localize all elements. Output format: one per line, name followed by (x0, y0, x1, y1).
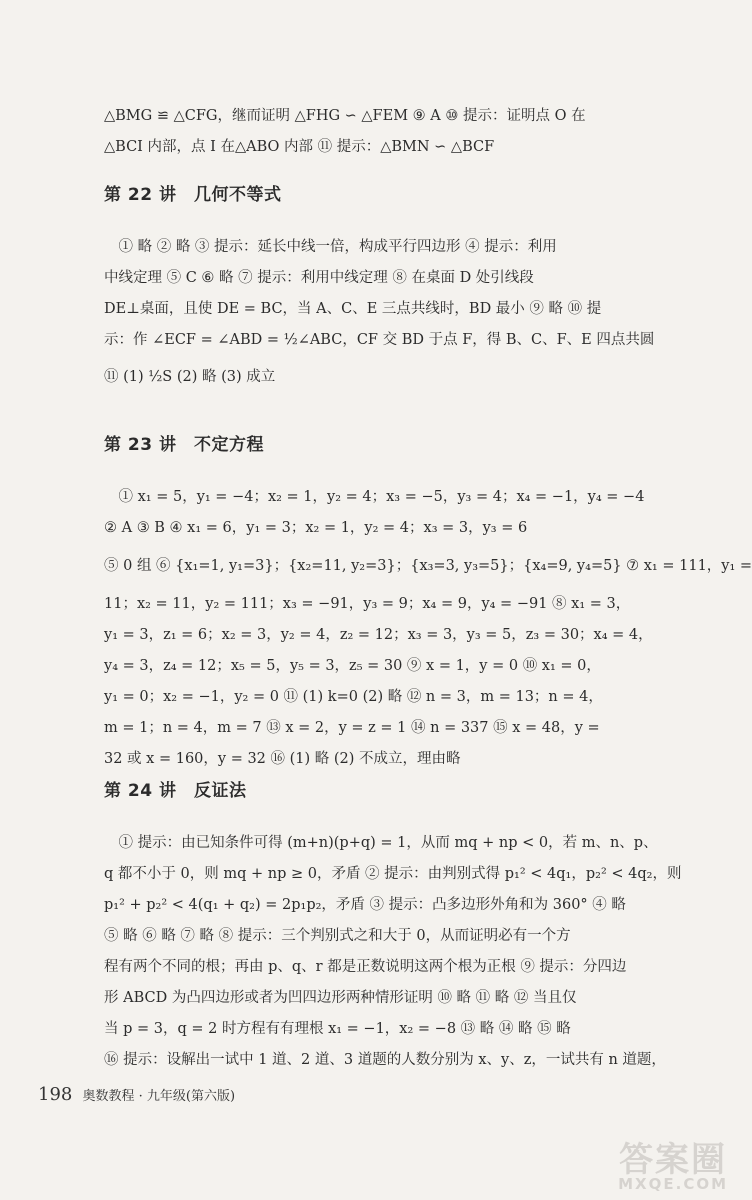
text-line: y₄ = 3，z₄ = 12；x₅ = 5，y₅ = 3，z₅ = 30 ⑨ x = 1，y = 0 ⑩ x₁ = 0， (104, 658, 601, 674)
text-line: y₁ = 3，z₁ = 6；x₂ = 3，y₂ = 4，z₂ = 12；x₃ = 3，y₃ = 5，z₃ = 30；x₄ = 4， (104, 627, 653, 643)
text-line: ② A ③ B ④ x₁ = 6，y₁ = 3；x₂ = 1，y₂ = 4；x₃ = 3，y₃ = 6 (104, 520, 528, 536)
text-line: 32 或 x = 160，y = 32 ⑯ (1) 略 (2) 不成立，理由略 (104, 751, 461, 767)
lecture-22-answers (104, 232, 682, 393)
watermark-logo (618, 1140, 728, 1193)
intro-paragraph (104, 101, 682, 163)
text-line: ⑯ 提示：设解出一试中 1 道、2 道、3 道题的人数分别为 x、y、z，一试共有 n 道题， (104, 1052, 666, 1068)
page-number: 198 (38, 1084, 73, 1105)
text-line: △BCI 内部，点 I 在△ABO 内部 ⑪ 提示：△BMN ∽ △BCF (104, 139, 495, 155)
text-line: ① x₁ = 5，y₁ = −4；x₂ = 1，y₂ = 4；x₃ = −5，y₃ = 4；x₄ = −1，y₄ = −4 (104, 489, 645, 505)
text-line: DE⊥桌面，且使 DE = BC，当 A、C、E 三点共线时，BD 最小 ⑨ 略 ⑩ 提 (104, 301, 602, 317)
text-line: ⑤ 略 ⑥ 略 ⑦ 略 ⑧ 提示：三个判别式之和大于 0，从而证明必有一个方 (104, 928, 571, 944)
section-heading-23: 第 23 讲 不定方程 (104, 435, 264, 455)
page-footer (38, 1084, 235, 1105)
text-line: 中线定理 ⑤ C ⑥ 略 ⑦ 提示：利用中线定理 ⑧ 在桌面 D 处引线段 (104, 270, 534, 286)
book-title: 奥数教程 · 九年级(第六版) (82, 1089, 236, 1104)
text-line: m = 1；n = 4，m = 7 ⑬ x = 2，y = z = 1 ⑭ n = 337 ⑮ x = 48，y = (104, 720, 600, 736)
text-line: p₁² + p₂² < 4(q₁ + q₂) = 2p₁p₂，矛盾 ③ 提示：凸多边形外角和为 360° ④ 略 (104, 897, 626, 913)
text-line: 程有两个不同的根；再由 p、q、r 都是正数说明这两个根为正根 ⑨ 提示：分四边 (104, 959, 627, 975)
section-heading-22: 第 22 讲 几何不等式 (104, 185, 282, 205)
lecture-24-answers (104, 828, 682, 1076)
section-heading-24: 第 24 讲 反证法 (104, 781, 247, 801)
text-line: ① 略 ② 略 ③ 提示：延长中线一倍，构成平行四边形 ④ 提示：利用 (104, 239, 557, 255)
text-line: 形 ABCD 为凸四边形或者为凹四边形两种情形证明 ⑩ 略 ⑪ 略 ⑫ 当且仅 (104, 990, 577, 1006)
text-line: 11；x₂ = 11，y₂ = 111；x₃ = −91，y₃ = 9；x₄ = 9，y₄ = −91 ⑧ x₁ = 3， (104, 596, 631, 612)
text-line: ⑤ 0 组 ⑥ {x₁=1, y₁=3}；{x₂=11, y₂=3}；{x₃=3, y₃=5}；{x₄=9, y₄=5} ⑦ x₁ = 111，y₁ = (104, 558, 752, 574)
watermark-domain: MXQE.COM (618, 1175, 728, 1193)
text-line: 当 p = 3，q = 2 时方程有有理根 x₁ = −1，x₂ = −8 ⑬ 略 ⑭ 略 ⑮ 略 (104, 1021, 571, 1037)
text-line: ① 提示：由已知条件可得 (m+n)(p+q) = 1，从而 mq + np < 0，若 m、n、p、 (104, 835, 658, 851)
text-line: ⑪ (1) ½S (2) 略 (3) 成立 (104, 369, 276, 385)
text-line: △BMG ≌ △CFG，继而证明 △FHG ∽ △FEM ⑨ A ⑩ 提示：证明点 O 在 (104, 108, 586, 124)
text-line: y₁ = 0；x₂ = −1，y₂ = 0 ⑪ (1) k=0 (2) 略 ⑫ n = 3，m = 13；n = 4， (104, 689, 603, 705)
text-line: 示：作 ∠ECF = ∠ABD = ½∠ABC，CF 交 BD 于点 F，得 B、C、F、E 四点共圆 (104, 332, 655, 348)
lecture-23-answers (104, 482, 752, 775)
watermark-title: 答案圈 (619, 1140, 728, 1180)
text-line: q 都不小于 0，则 mq + np ≥ 0，矛盾 ② 提示：由判别式得 p₁² < 4q₁，p₂² < 4q₂，则 (104, 866, 682, 882)
